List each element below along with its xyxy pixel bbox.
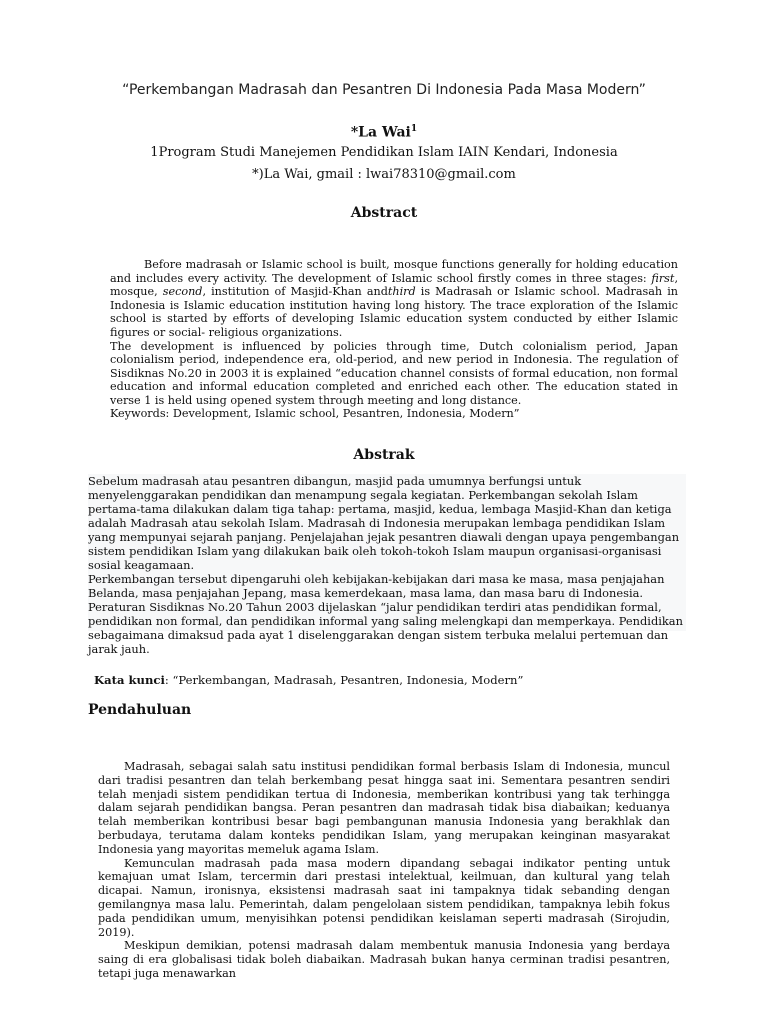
author-email: *)La Wai, gmail : lwai78310@gmail.com (252, 167, 516, 182)
abstract-text: , mosque, (110, 271, 678, 299)
body-paragraph-1: Madrasah, sebagai salah satu institusi pendidikan formal berbasis Islam di Indonesia, muncul dari tradisi pesantren dan telah berkembang pesat hingga saat ini. Sementara pesantren sendiri telah menjadi sistem pendidikan tertua di Indonesia, memberikan kontribusi yang tak terhingga dalam sejarah pendidikan bangsa. Peran pesantren dan madrasah tidak bisa diabaikan; keduanya telah memberikan kontribusi besar bagi pembangunan manusia Indonesia yang berakhlak dan berbudaya, terutama dalam konteks pendidikan Islam, yang merupakan keinginan masyarakat Indonesia yang mayoritas memeluk agama Islam. (98, 760, 670, 856)
abstrak-indonesian (88, 474, 686, 656)
abstract-italic-third: third (387, 285, 416, 299)
abstract-paragraph-2: The development is influenced by policies through time, Dutch colonialism period, Japan colonialism period, independence era, old-period, and new period in Indonesia. The regulation of Sisdiknas No.20 in 2003 it is explained “education channel consists of formal education, non formal education and informal education completed and enriched each other. The education stated in verse 1 is held using opened system through meeting and long distance. (110, 339, 678, 407)
kata-kunci (94, 673, 694, 687)
abstrak-paragraph-2: Perkembangan tersebut dipengaruhi oleh kebijakan-kebijakan dari masa ke masa, masa penjajahan Belanda, masa penjajahan Jepang, masa kemerdekaan, masa lama, dan masa baru di Indonesia. Peraturan Sisdiknas No.20 Tahun 2003 dijelaskan “jalur pendidikan terdiri atas pendidikan formal, pendidikan non formal, dan pendidikan informal yang saling melengkapi dan memperkaya. Pendidikan sebagaimana dimaksud pada ayat 1 diselenggarakan dengan sistem terbuka melalui pertemuan dan jarak jauh. (88, 572, 683, 656)
abstract-italic-first: first (651, 271, 675, 285)
author-name (0, 124, 768, 141)
kata-kunci-text: : “Perkembangan, Madrasah, Pesantren, Indonesia, Modern” (164, 673, 524, 687)
abstract-italic-second: second (162, 285, 203, 299)
pendahuluan-heading: Pendahuluan (88, 702, 192, 718)
author-text: *La Wai (350, 124, 411, 141)
abstract-keywords: Keywords: Development, Islamic school, Pesantren, Indonesia, Modern” (110, 407, 520, 420)
abstract-paragraph-1 (110, 258, 678, 340)
abstract-text: is Madrasah or Islamic school. Madrasah in Indonesia is Islamic education institution having long history. The trace exploration of the Islamic school is started by efforts of developing Islamic education system conducted by either Islamic figures or social- religious organizations. (110, 285, 678, 339)
abstract-text: , institution of Masjid-Khan and (202, 285, 388, 299)
author-affiliation: 1Program Studi Manejemen Pendidikan Islam IAIN Kendari, Indonesia (150, 145, 618, 160)
paper-title: “Perkembangan Madrasah dan Pesantren Di Indonesia Pada Masa Modern” (122, 82, 646, 98)
pendahuluan-body (98, 760, 670, 981)
abstract-english (110, 258, 678, 408)
kata-kunci-label: Kata kunci (94, 673, 165, 687)
abstrak-heading: Abstrak (353, 447, 415, 463)
author-superscript: 1 (410, 124, 418, 134)
body-paragraph-2: Kemunculan madrasah pada masa modern dipandang sebagai indikator penting untuk kemajuan umat Islam, tercermin dari prestasi intelektual, keilmuan, dan kultural yang telah dicapai. Namun, ironisnya, eksistensi madrasah saat ini tampaknya tidak sebanding dengan gemilangnya masa lalu. Pemerintah, dalam pengelolaan sistem pendidikan, tampaknya lebih fokus pada pendidikan umum, menyisihkan potensi pendidikan keislaman seperti madrasah (Sirojudin, 2019). (98, 856, 670, 939)
abstrak-paragraph-1: Sebelum madrasah atau pesantren dibangun, masjid pada umumnya berfungsi untuk menyelenggarakan pendidikan dan menampung segala kegiatan. Perkembangan sekolah Islam pertama-tama dilakukan dalam tiga tahap: pertama, masjid, kedua, lembaga Masjid-Khan dan ketiga adalah Madrasah atau sekolah Islam. Madrasah di Indonesia merupakan lembaga pendidikan Islam yang mempunyai sejarah panjang. Penjelajahan jejak pesantren diawali dengan upaya pengembangan sistem pendidikan Islam yang dilakukan baik oleh tokoh-tokoh Islam maupun organisasi-organisasi sosial keagamaan. (88, 474, 680, 572)
body-paragraph-3: Meskipun demikian, potensi madrasah dalam membentuk manusia Indonesia yang berdaya saing di era globalisasi tidak boleh diabaikan. Madrasah bukan hanya cerminan tradisi pesantren, tetapi juga menawarkan (98, 939, 670, 980)
abstract-heading: Abstract (350, 205, 418, 221)
abstract-text: Before madrasah or Islamic school is built, mosque functions generally for holding education and includes every activity. The development of Islamic school firstly comes in three stages: (110, 258, 678, 285)
